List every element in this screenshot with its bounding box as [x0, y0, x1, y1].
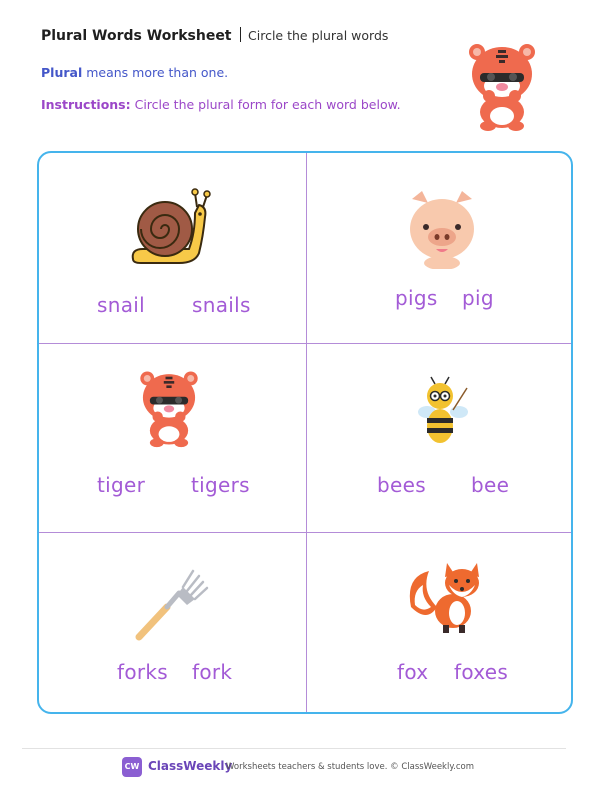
- fork-icon: [133, 563, 209, 643]
- word-option-right[interactable]: tigers: [191, 473, 250, 497]
- worksheet-title: Plural Words Worksheet: [41, 28, 232, 44]
- word-cell: [39, 153, 306, 343]
- footer-tagline: Worksheets teachers & students love. © ClassWeekly.com: [226, 762, 475, 772]
- footer-divider: [22, 748, 566, 749]
- worksheet-subtitle: Circle the plural words: [248, 28, 389, 43]
- bee-icon: [415, 376, 471, 448]
- word-option-left[interactable]: fox: [397, 660, 429, 684]
- snail-icon: [129, 187, 211, 267]
- word-option-left[interactable]: forks: [117, 660, 169, 684]
- word-option-right[interactable]: foxes: [454, 660, 509, 684]
- word-option-left[interactable]: tiger: [97, 473, 146, 497]
- word-cell: [307, 533, 573, 714]
- pig-icon: [404, 189, 480, 269]
- mascot-tiger-icon: [462, 40, 542, 132]
- worksheet-header: [41, 27, 388, 44]
- word-option-right[interactable]: bee: [471, 473, 510, 497]
- word-option-left[interactable]: bees: [377, 473, 426, 497]
- brand-logo-icon: CW: [122, 757, 142, 777]
- word-option-right[interactable]: pig: [462, 286, 494, 310]
- brand-name: ClassWeekly: [148, 759, 233, 773]
- definition-text: means more than one.: [86, 65, 229, 80]
- word-cell: [307, 344, 573, 532]
- instructions-keyword: Instructions:: [41, 97, 131, 112]
- instructions-text: Circle the plural form for each word below.: [134, 97, 401, 112]
- definition-keyword: Plural: [41, 65, 83, 80]
- word-option-right[interactable]: snails: [192, 293, 251, 317]
- title-divider: [240, 27, 242, 42]
- word-cell: [307, 153, 573, 343]
- tiger-icon: [134, 368, 204, 448]
- word-cell: [39, 533, 306, 714]
- word-option-right[interactable]: fork: [192, 660, 233, 684]
- definition-line: [41, 65, 228, 80]
- word-cell: [39, 344, 306, 532]
- fox-icon: [407, 557, 487, 633]
- instructions-line: [41, 97, 401, 112]
- worksheet-grid: [37, 151, 573, 714]
- word-option-left[interactable]: pigs: [395, 286, 438, 310]
- word-option-left[interactable]: snail: [97, 293, 145, 317]
